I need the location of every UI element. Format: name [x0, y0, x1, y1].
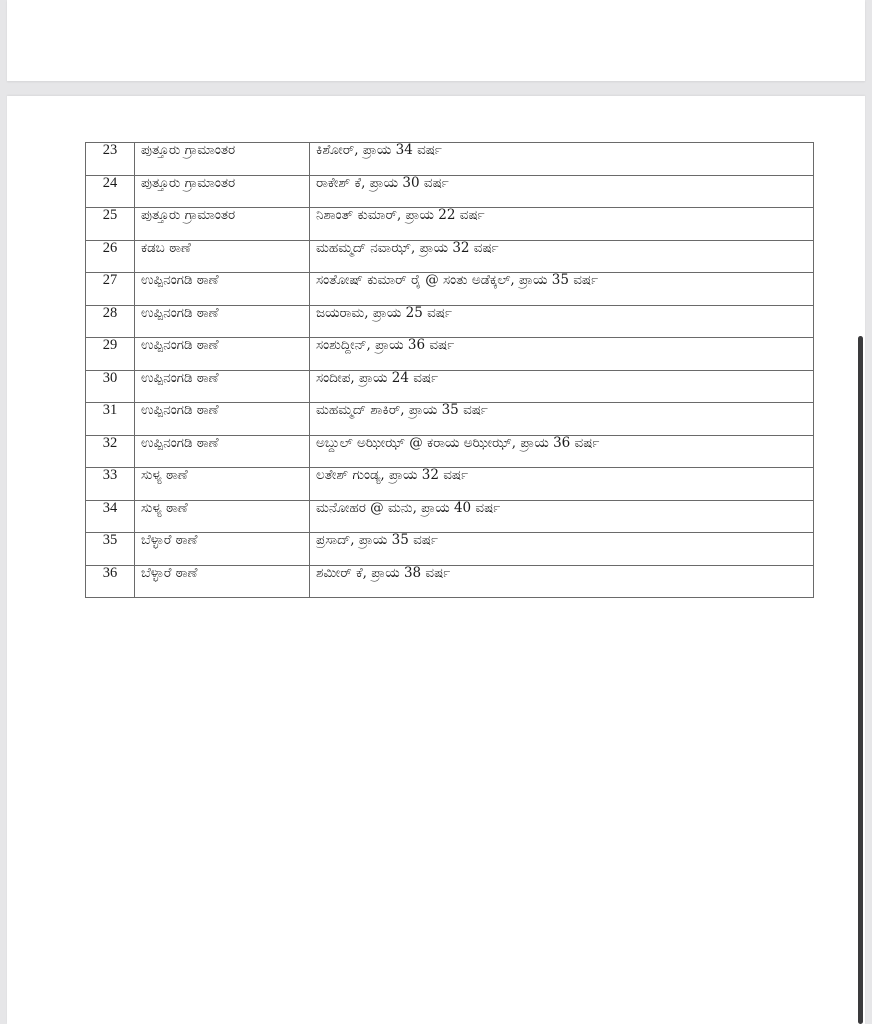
police-station: ಪುತ್ತೂರು ಗ್ರಾಮಾಂತರ: [135, 175, 310, 208]
person-details: ಸಂದೀಪ, ಪ್ರಾಯ 24 ವರ್ಷ: [310, 370, 814, 403]
person-details: ಪ್ರಸಾದ್, ಪ್ರಾಯ 35 ವರ್ಷ: [310, 533, 814, 566]
police-station: ಉಪ್ಪಿನಂಗಡಿ ಠಾಣೆ: [135, 338, 310, 371]
row-number: 33: [86, 468, 135, 501]
person-details: ಲತೇಶ್ ಗುಂಡ್ಯ, ಪ್ರಾಯ 32 ವರ್ಷ: [310, 468, 814, 501]
records-table-body: [86, 143, 814, 598]
police-station: ಕಡಬ ಠಾಣೆ: [135, 240, 310, 273]
records-table: [85, 142, 814, 598]
table-row: [86, 533, 814, 566]
person-details: ಸಂತೋಷ್ ಕುಮಾರ್ ರೈ @ ಸಂತು ಅಡೆಕ್ಕಲ್, ಪ್ರಾಯ 35 ವರ್ಷ: [310, 273, 814, 306]
police-station: ಬೆಳ್ಳಾರೆ ಠಾಣೆ: [135, 565, 310, 598]
police-station: ಉಪ್ಪಿನಂಗಡಿ ಠಾಣೆ: [135, 403, 310, 436]
person-details: ಜಯರಾಮ, ಪ್ರಾಯ 25 ವರ್ಷ: [310, 305, 814, 338]
person-details: ಸಂಶುದ್ದೀನ್, ಪ್ರಾಯ 36 ವರ್ಷ: [310, 338, 814, 371]
row-number: 24: [86, 175, 135, 208]
table-row: [86, 143, 814, 176]
police-station: ಸುಳ್ಯ ಠಾಣೆ: [135, 500, 310, 533]
police-station: ಸುಳ್ಯ ಠಾಣೆ: [135, 468, 310, 501]
row-number: 27: [86, 273, 135, 306]
person-details: ರಾಕೇಶ್ ಕೆ, ಪ್ರಾಯ 30 ವರ್ಷ: [310, 175, 814, 208]
person-details: ಕಿಶೋರ್, ಪ್ರಾಯ 34 ವರ್ಷ: [310, 143, 814, 176]
police-station: ಪುತ್ತೂರು ಗ್ರಾಮಾಂತರ: [135, 143, 310, 176]
row-number: 25: [86, 208, 135, 241]
person-details: ಮಹಮ್ಮದ್ ಶಾಕಿರ್, ಪ್ರಾಯ 35 ವರ್ಷ: [310, 403, 814, 436]
row-number: 29: [86, 338, 135, 371]
row-number: 36: [86, 565, 135, 598]
person-details: ನಿಶಾಂತ್ ಕುಮಾರ್, ಪ್ರಾಯ 22 ವರ್ಷ: [310, 208, 814, 241]
police-station: ಪುತ್ತೂರು ಗ್ರಾಮಾಂತರ: [135, 208, 310, 241]
table-row: [86, 273, 814, 306]
row-number: 34: [86, 500, 135, 533]
person-details: ಮಹಮ್ಮದ್ ನವಾಝ್, ಪ್ರಾಯ 32 ವರ್ಷ: [310, 240, 814, 273]
table-row: [86, 175, 814, 208]
table-row: [86, 468, 814, 501]
table-row: [86, 208, 814, 241]
table-row: [86, 240, 814, 273]
table-row: [86, 403, 814, 436]
row-number: 31: [86, 403, 135, 436]
row-number: 23: [86, 143, 135, 176]
table-row: [86, 305, 814, 338]
police-station: ಉಪ್ಪಿನಂಗಡಿ ಠಾಣೆ: [135, 305, 310, 338]
police-station: ಉಪ್ಪಿನಂಗಡಿ ಠಾಣೆ: [135, 273, 310, 306]
document-page: [7, 96, 865, 1024]
police-station: ಬೆಳ್ಳಾರೆ ಠಾಣೆ: [135, 533, 310, 566]
row-number: 30: [86, 370, 135, 403]
previous-page: [7, 0, 865, 81]
person-details: ಮನೋಹರ @ ಮನು, ಪ್ರಾಯ 40 ವರ್ಷ: [310, 500, 814, 533]
row-number: 26: [86, 240, 135, 273]
table-row: [86, 370, 814, 403]
row-number: 28: [86, 305, 135, 338]
table-row: [86, 435, 814, 468]
vertical-scrollbar[interactable]: [858, 336, 863, 1024]
police-station: ಉಪ್ಪಿನಂಗಡಿ ಠಾಣೆ: [135, 370, 310, 403]
table-row: [86, 565, 814, 598]
person-details: ಅಬ್ದುಲ್ ಅಝೀಝ್ @ ಕರಾಯ ಅಝೀಝ್, ಪ್ರಾಯ 36 ವರ್ಷ: [310, 435, 814, 468]
police-station: ಉಪ್ಪಿನಂಗಡಿ ಠಾಣೆ: [135, 435, 310, 468]
table-row: [86, 338, 814, 371]
row-number: 35: [86, 533, 135, 566]
person-details: ಶಮೀರ್ ಕೆ, ಪ್ರಾಯ 38 ವರ್ಷ: [310, 565, 814, 598]
row-number: 32: [86, 435, 135, 468]
table-row: [86, 500, 814, 533]
